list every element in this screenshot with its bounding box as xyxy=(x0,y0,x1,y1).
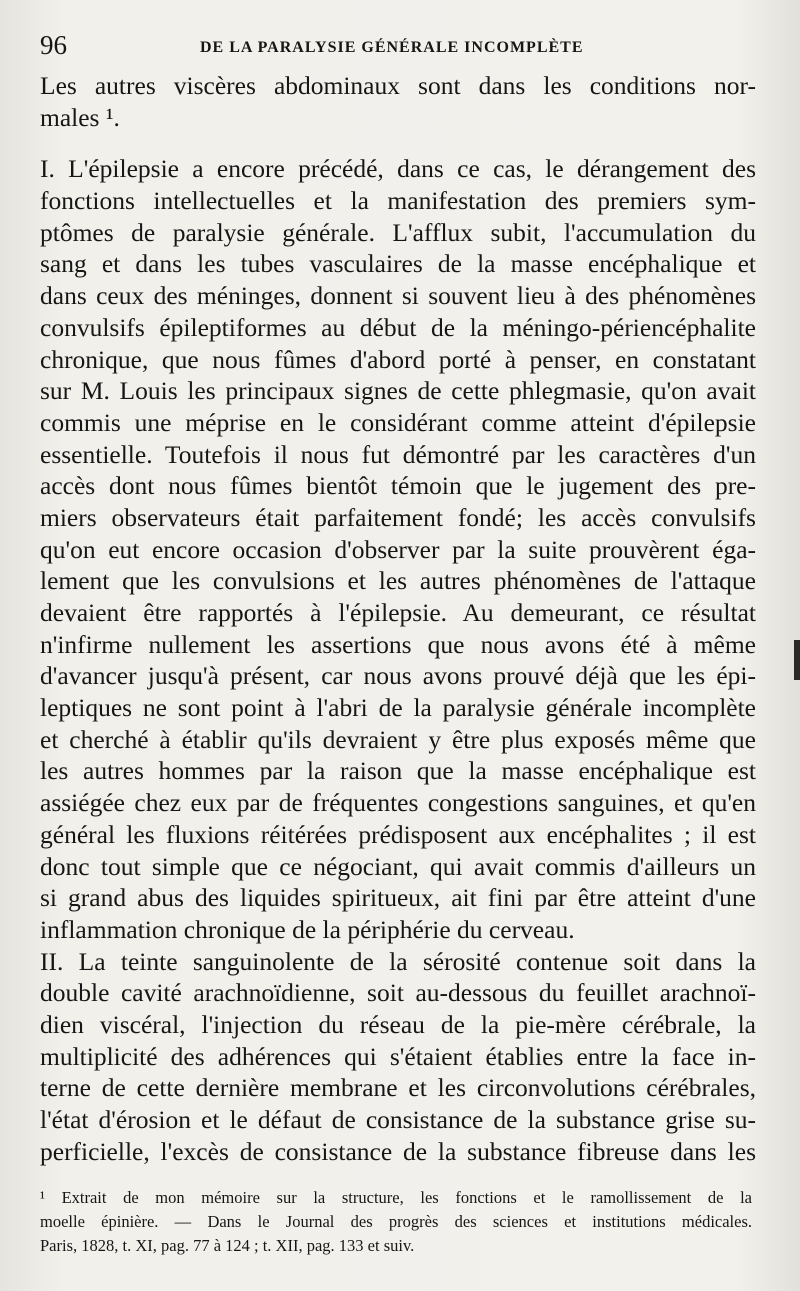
text-line: devaient être rapportés à l'épilepsie. Au demeurant, ce résultat xyxy=(40,598,756,627)
text-line: perficielle, l'excès de consistance de la substance fibreuse dans les xyxy=(40,1136,756,1166)
footnote-line: moelle épinière. — Dans le Journal des progrès des sciences et institutions médicales. xyxy=(40,1212,752,1231)
text-line: accès dont nous fûmes bientôt témoin que le jugement des pre- xyxy=(40,471,756,501)
text-line: dien viscéral, l'injection du réseau de la pie-mère cérébrale, la xyxy=(40,1009,756,1039)
text-line: l'état d'érosion et le défaut de consistance de la substance grise su- xyxy=(40,1105,756,1134)
text-line: commis une méprise en le considérant comme atteint d'épilepsie xyxy=(40,407,756,437)
text-line: assiégée chez eux par de fréquentes congestions sanguines, et qu'en xyxy=(40,788,756,818)
text-line: sur M. Louis les principaux signes de cette phlegmasie, qu'on avait xyxy=(40,376,756,406)
text-line: chronique, que nous fûmes d'abord porté à penser, en constatant xyxy=(40,344,756,374)
text-line: ptômes de paralysie générale. L'afflux subit, l'accumulation du xyxy=(40,217,756,247)
text-line: leptiques ne sont point à l'abri de la paralysie générale incomplète xyxy=(40,693,756,723)
page-number: 96 xyxy=(40,30,67,60)
text-line: terne de cette dernière membrane et les circonvolutions cérébrales, xyxy=(40,1073,756,1103)
text-line: d'avancer jusqu'à présent, car nous avons prouvé déjà que les épi- xyxy=(40,661,756,691)
text-line: les autres hommes par la raison que la masse encéphalique est xyxy=(40,756,756,786)
text-line: qu'on eut encore occasion d'observer par la suite prouvèrent éga- xyxy=(40,534,756,564)
text-line: I. L'épilepsie a encore précédé, dans ce cas, le dérangement des xyxy=(40,154,756,184)
text-line: donc tout simple que ce négociant, qui avait commis d'ailleurs un xyxy=(40,851,756,881)
text-line: convulsifs épileptiformes au début de la méningo-périencéphalite xyxy=(40,312,756,342)
text-line: fonctions intellectuelles et la manifestation des premiers sym- xyxy=(40,186,756,216)
text-line: males ¹. xyxy=(40,102,120,132)
text-line: et cherché à établir qu'ils devraient y être plus exposés même que xyxy=(40,724,756,754)
footnote-line: ¹ Extrait de mon mémoire sur la structure, les fonctions et le ramollissement de la xyxy=(40,1188,752,1207)
body-text xyxy=(40,70,756,1167)
text-line: n'infirme nullement les assertions que nous avons été à même xyxy=(40,629,756,659)
text-line: général les fluxions réitérées prédisposent aux encéphalites ; il est xyxy=(40,819,756,849)
text-line: sang et dans les tubes vasculaires de la masse encéphalique et xyxy=(40,249,756,279)
text-line: si grand abus des liquides spiritueux, ait fini par être atteint d'une xyxy=(40,883,756,913)
text-line: inflammation chronique de la périphérie du cerveau. xyxy=(40,914,575,944)
text-line: miers observateurs était parfaitement fondé; les accès convulsifs xyxy=(40,502,756,532)
page-header xyxy=(40,30,756,66)
text-line: essentielle. Toutefois il nous fut démontré par les caractères d'un xyxy=(40,439,756,469)
footnote-line: Paris, 1828, t. XI, pag. 77 à 124 ; t. XII, pag. 133 et suiv. xyxy=(40,1236,415,1255)
text-line: dans ceux des méninges, donnent si souvent lieu à des phénomènes xyxy=(40,281,756,311)
text-line: multiplicité des adhérences qui s'étaient établies entre la face in- xyxy=(40,1041,756,1071)
scan-edge-mark xyxy=(794,640,800,680)
text-line: double cavité arachnoïdienne, soit au-dessous du feuillet arachnoï- xyxy=(40,978,756,1008)
text-line: Les autres viscères abdominaux sont dans les conditions nor- xyxy=(40,71,756,100)
running-title: DE LA PARALYSIE GÉNÉRALE INCOMPLÈTE xyxy=(200,39,584,56)
footnotes xyxy=(40,1186,752,1258)
text-line: lement que les convulsions et les autres phénomènes de l'attaque xyxy=(40,566,756,596)
text-line: II. La teinte sanguinolente de la sérosité contenue soit dans la xyxy=(40,946,756,976)
